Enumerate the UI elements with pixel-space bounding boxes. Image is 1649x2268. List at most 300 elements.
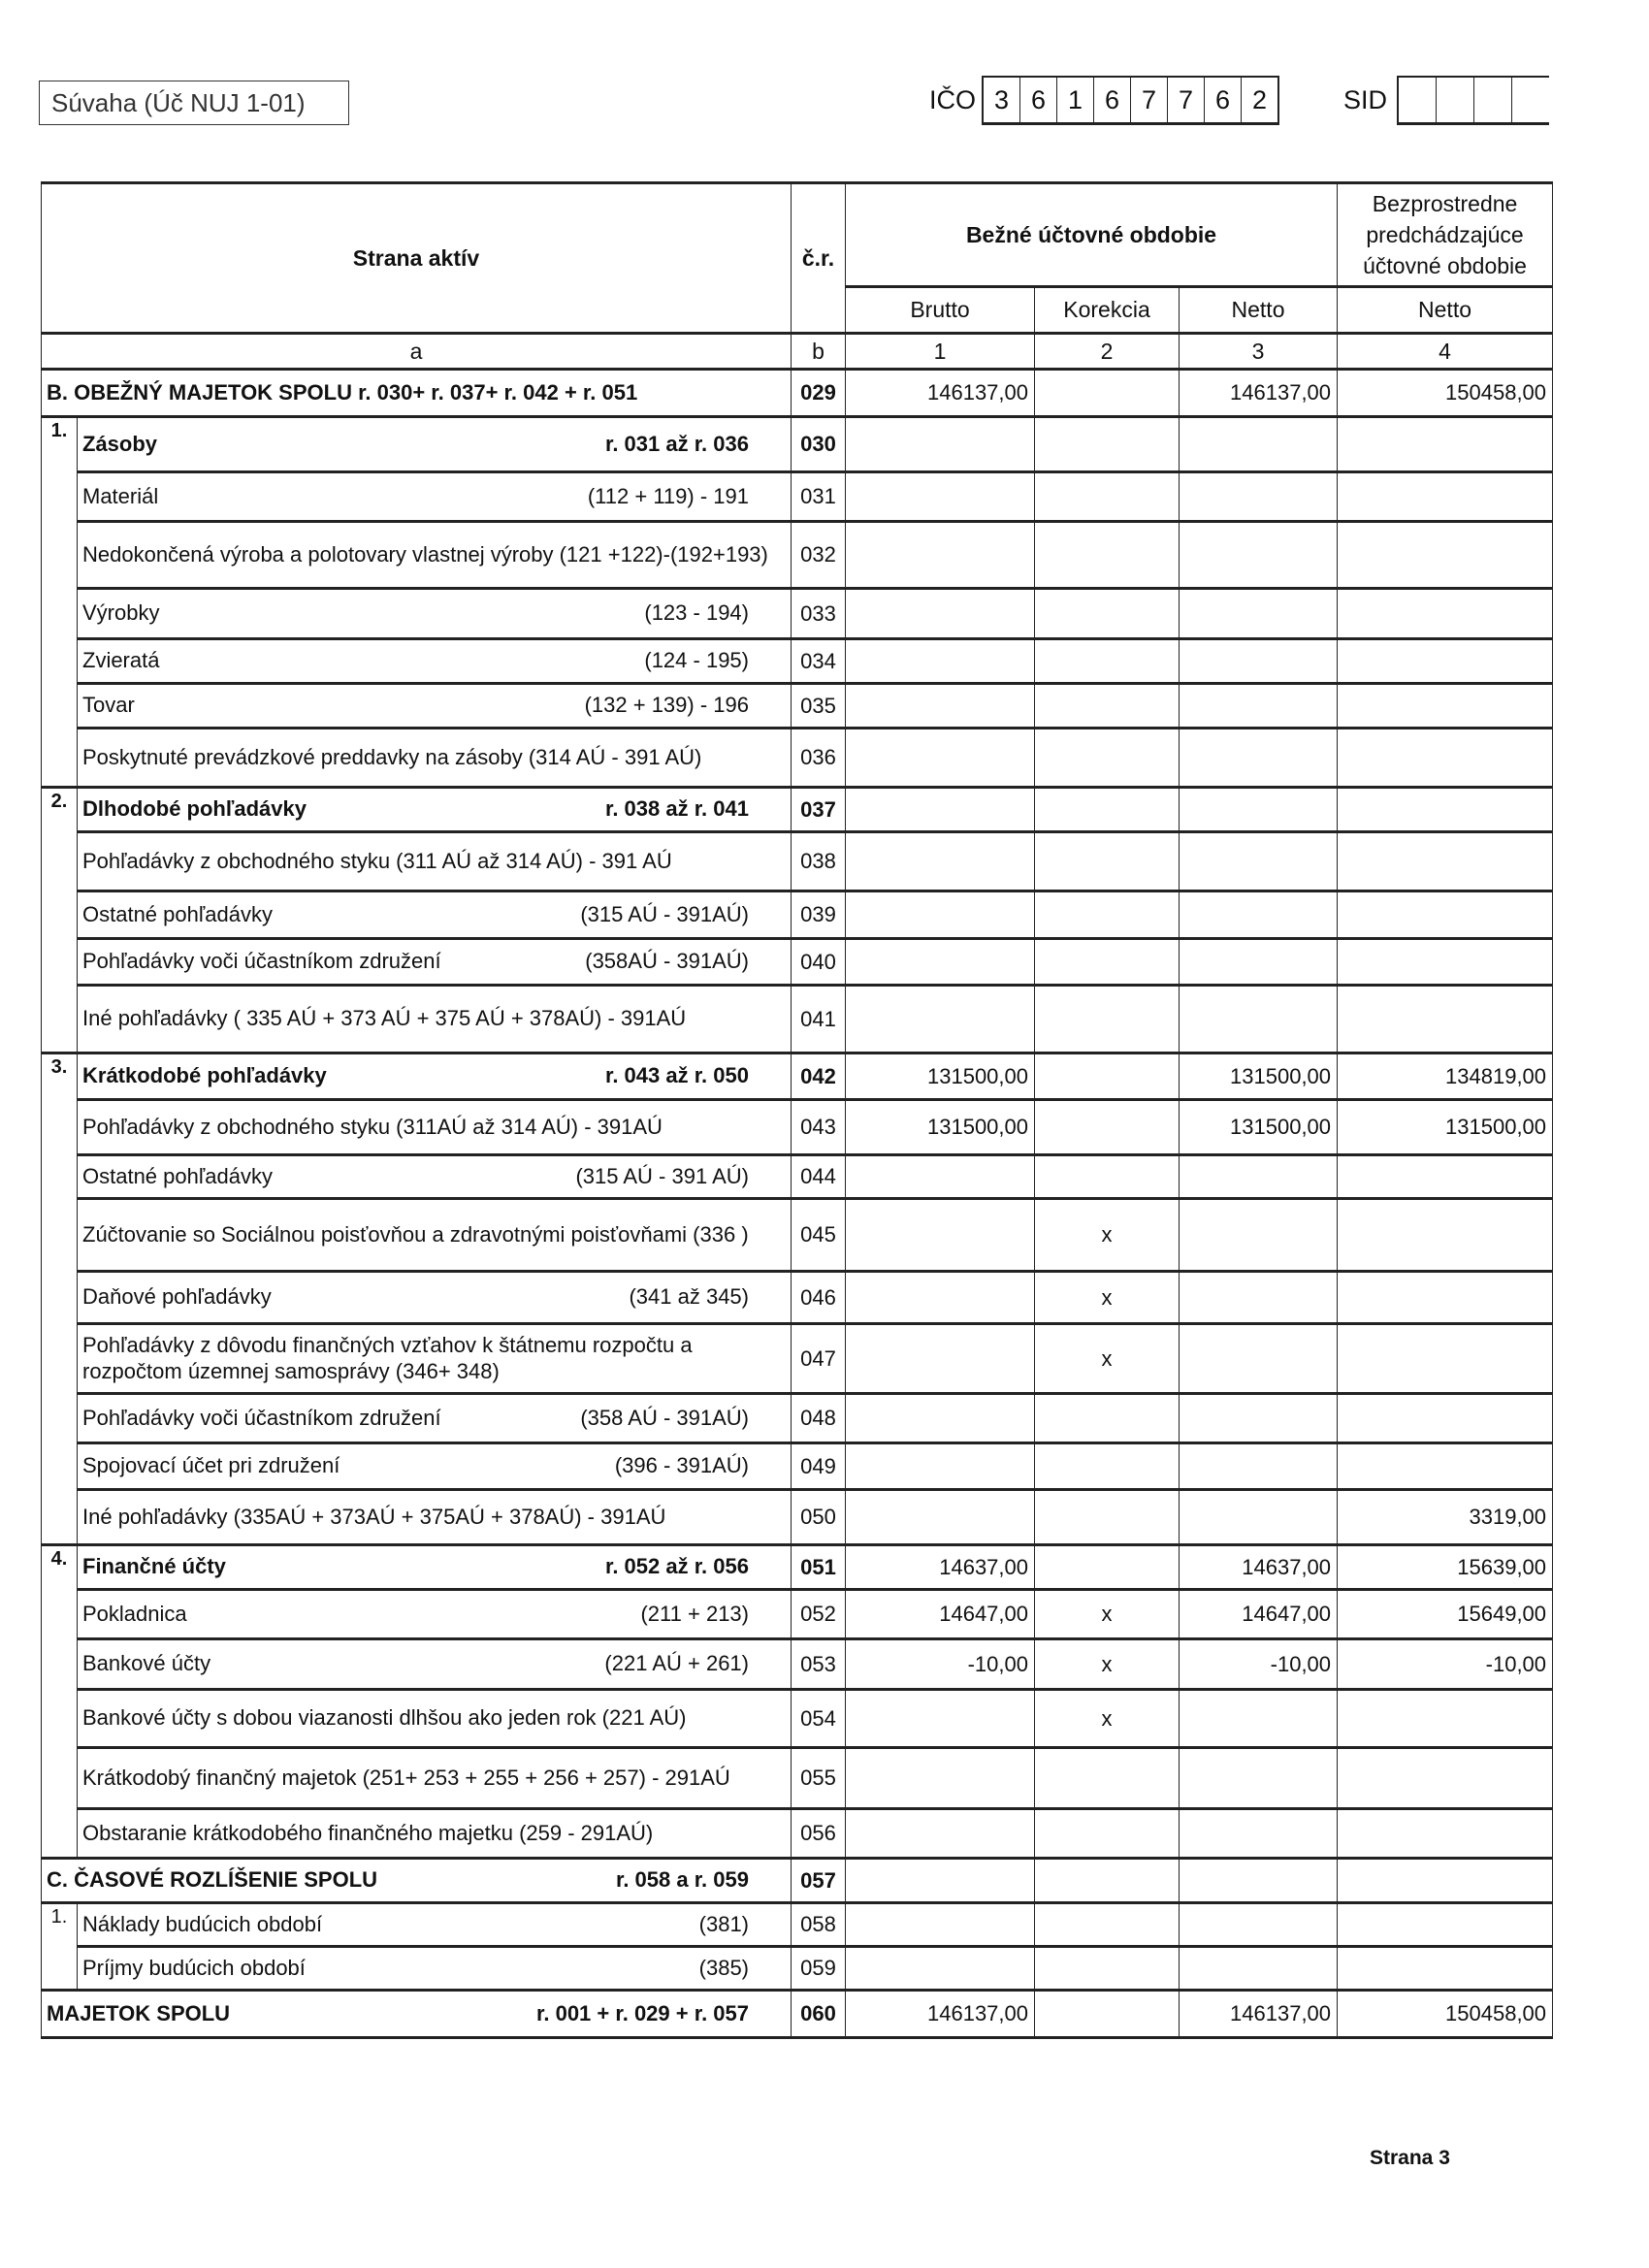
value-netto-prev (1338, 1859, 1553, 1903)
value-netto-prev (1338, 522, 1553, 589)
row-code: 029 (792, 370, 846, 417)
table-row (42, 1490, 1553, 1545)
value-brutto (846, 832, 1035, 891)
value-netto (1180, 472, 1338, 522)
value-netto: 14637,00 (1180, 1545, 1338, 1590)
row-formula: r. 001 + r. 029 + r. 057 (536, 2000, 749, 2025)
row-code: 057 (792, 1859, 846, 1903)
ico-digit: 6 (1205, 78, 1242, 122)
table-row (42, 1947, 1553, 1991)
value-korekcia (1035, 1100, 1180, 1155)
value-netto-prev: 15649,00 (1338, 1590, 1553, 1639)
row-label-cell (78, 1199, 792, 1272)
row-formula: r. 038 až r. 041 (604, 796, 749, 822)
value-korekcia (1035, 1394, 1180, 1443)
row-label: Poskytnuté prevádzkové preddavky na zásoby (314 AÚ - 391 AÚ) (82, 744, 702, 769)
row-label-cell (42, 1991, 792, 2038)
row-label-cell (78, 1490, 792, 1545)
row-label-cell (78, 788, 792, 832)
table-row (42, 370, 1553, 417)
value-brutto (846, 1394, 1035, 1443)
col-header-brutto: Brutto (846, 287, 1035, 334)
value-netto (1180, 1324, 1338, 1394)
table-row (42, 684, 1553, 729)
value-netto-prev (1338, 417, 1553, 472)
row-label-cell (78, 1324, 792, 1394)
row-formula: (385) (698, 1955, 749, 1980)
row-label-cell (42, 370, 792, 417)
value-netto (1180, 1272, 1338, 1324)
value-brutto (846, 1947, 1035, 1991)
value-netto (1180, 1859, 1338, 1903)
row-label-cell (78, 1155, 792, 1199)
row-code: 050 (792, 1490, 846, 1545)
value-netto (1180, 832, 1338, 891)
table-row (42, 1272, 1553, 1324)
row-code: 055 (792, 1748, 846, 1809)
row-label-cell (78, 589, 792, 639)
row-code: 031 (792, 472, 846, 522)
table-row (42, 1809, 1553, 1859)
row-label-cell (78, 1053, 792, 1100)
section-number: 4. (42, 1545, 78, 1859)
value-brutto (846, 891, 1035, 939)
row-label: C. ČASOVÉ ROZLÍŠENIE SPOLU (47, 1867, 378, 1893)
sid-field (1343, 76, 1549, 125)
value-netto (1180, 1690, 1338, 1748)
row-label-cell (78, 1394, 792, 1443)
value-brutto (846, 788, 1035, 832)
row-label: Náklady budúcich období (82, 1911, 323, 1936)
value-netto (1180, 1748, 1338, 1809)
value-korekcia (1035, 684, 1180, 729)
value-brutto (846, 1443, 1035, 1490)
value-netto-prev (1338, 1155, 1553, 1199)
value-netto-prev (1338, 1903, 1553, 1947)
page-number: Strana 3 (1370, 2147, 1450, 2169)
col-header-korekcia: Korekcia (1035, 287, 1180, 334)
row-code: 037 (792, 788, 846, 832)
col-header-side: Strana aktív (42, 183, 792, 334)
row-label-cell (78, 986, 792, 1053)
row-code: 045 (792, 1199, 846, 1272)
row-label-cell (78, 1639, 792, 1690)
sid-boxes (1397, 76, 1549, 125)
row-code: 041 (792, 986, 846, 1053)
row-label: Príjmy budúcich období (82, 1955, 306, 1980)
row-code: 054 (792, 1690, 846, 1748)
row-code: 059 (792, 1947, 846, 1991)
row-label-cell (78, 1100, 792, 1155)
row-label: Iné pohľadávky (335AÚ + 373AÚ + 375AÚ + 378AÚ) - 391AÚ (82, 1504, 666, 1529)
row-code: 032 (792, 522, 846, 589)
table-row (42, 1053, 1553, 1100)
value-netto: 146137,00 (1180, 370, 1338, 417)
row-label-cell (78, 1272, 792, 1324)
row-formula: (358AÚ - 391AÚ) (585, 949, 749, 974)
row-label-cell (78, 1748, 792, 1809)
row-label: Pokladnica (82, 1601, 187, 1626)
ico-digit: 6 (1094, 78, 1131, 122)
row-label-cell (78, 472, 792, 522)
value-netto (1180, 788, 1338, 832)
row-formula: (396 - 391AÚ) (614, 1453, 749, 1478)
value-brutto (846, 1859, 1035, 1903)
table-row (42, 522, 1553, 589)
col-index-3: 3 (1180, 334, 1338, 370)
row-label-cell (78, 1809, 792, 1859)
value-netto (1180, 1199, 1338, 1272)
value-korekcia (1035, 1053, 1180, 1100)
value-netto-prev (1338, 1272, 1553, 1324)
table-row (42, 639, 1553, 684)
value-netto-prev (1338, 589, 1553, 639)
value-brutto (846, 1324, 1035, 1394)
value-brutto (846, 729, 1035, 788)
value-netto-prev (1338, 639, 1553, 684)
value-netto (1180, 1490, 1338, 1545)
value-netto-prev (1338, 729, 1553, 788)
row-label: Zásoby (82, 431, 158, 456)
row-label-cell (78, 1947, 792, 1991)
row-label: Materiál (82, 483, 159, 508)
value-netto-prev (1338, 1394, 1553, 1443)
table-row (42, 1590, 1553, 1639)
ico-field (929, 76, 1279, 125)
ico-digit: 6 (1020, 78, 1057, 122)
table-row (42, 1639, 1553, 1690)
value-netto (1180, 939, 1338, 986)
row-formula: (132 + 139) - 196 (584, 693, 749, 718)
row-formula: (381) (698, 1911, 749, 1936)
table-row (42, 1748, 1553, 1809)
row-label-cell (78, 522, 792, 589)
table-row (42, 891, 1553, 939)
value-netto-prev (1338, 1199, 1553, 1272)
row-label-cell (78, 832, 792, 891)
row-formula: (123 - 194) (644, 600, 749, 626)
table-row (42, 1690, 1553, 1748)
row-label-cell (78, 417, 792, 472)
value-korekcia (1035, 1809, 1180, 1859)
row-formula: (221 AÚ + 261) (604, 1651, 749, 1676)
row-label: Krátkodobý finančný majetok (251+ 253 + 255 + 256 + 257) - 291AÚ (82, 1765, 730, 1790)
value-korekcia (1035, 1748, 1180, 1809)
row-label-cell (78, 1903, 792, 1947)
row-label: Pohľadávky z obchodného styku (311AÚ až 314 AÚ) - 391AÚ (82, 1114, 663, 1139)
value-brutto (846, 417, 1035, 472)
value-netto-prev: 3319,00 (1338, 1490, 1553, 1545)
value-netto-prev (1338, 788, 1553, 832)
value-netto (1180, 729, 1338, 788)
value-korekcia (1035, 1947, 1180, 1991)
row-code: 036 (792, 729, 846, 788)
row-code: 046 (792, 1272, 846, 1324)
value-korekcia (1035, 986, 1180, 1053)
table-row (42, 472, 1553, 522)
value-korekcia (1035, 1443, 1180, 1490)
value-netto (1180, 684, 1338, 729)
row-code: 048 (792, 1394, 846, 1443)
value-brutto (846, 522, 1035, 589)
row-formula: (315 AÚ - 391 AÚ) (575, 1163, 749, 1188)
col-header-netto-prev: Netto (1338, 287, 1553, 334)
row-label: Ostatné pohľadávky (82, 1163, 273, 1188)
row-label-cell (78, 1545, 792, 1590)
row-code: 039 (792, 891, 846, 939)
row-label: Finančné účty (82, 1554, 226, 1579)
col-header-netto: Netto (1180, 287, 1338, 334)
value-brutto: 146137,00 (846, 370, 1035, 417)
value-brutto: 146137,00 (846, 1991, 1035, 2038)
table-row (42, 986, 1553, 1053)
value-brutto (846, 639, 1035, 684)
value-brutto (846, 986, 1035, 1053)
row-label-cell (78, 1590, 792, 1639)
value-netto-prev: 134819,00 (1338, 1053, 1553, 1100)
value-brutto (846, 472, 1035, 522)
col-index-1: 1 (846, 334, 1035, 370)
value-korekcia (1035, 729, 1180, 788)
value-netto-prev (1338, 1690, 1553, 1748)
row-formula: r. 043 až r. 050 (604, 1063, 749, 1088)
value-netto-prev: 131500,00 (1338, 1100, 1553, 1155)
value-brutto (846, 1690, 1035, 1748)
row-label: Zvieratá (82, 648, 160, 673)
value-korekcia (1035, 522, 1180, 589)
row-code: 047 (792, 1324, 846, 1394)
value-netto-prev (1338, 986, 1553, 1053)
value-korekcia (1035, 1903, 1180, 1947)
row-code: 033 (792, 589, 846, 639)
col-header-previous: Bezprostredne predchádzajúce účtovné obdobie (1338, 183, 1553, 287)
value-brutto (846, 1199, 1035, 1272)
row-code: 034 (792, 639, 846, 684)
value-netto (1180, 1903, 1338, 1947)
value-netto (1180, 1155, 1338, 1199)
value-korekcia: x (1035, 1324, 1180, 1394)
value-brutto (846, 1903, 1035, 1947)
value-korekcia (1035, 1155, 1180, 1199)
value-netto (1180, 986, 1338, 1053)
row-label: Pohľadávky z dôvodu finančných vzťahov k štátnemu rozpočtu a rozpočtom územnej samosprávy (346+ 348) (82, 1333, 693, 1383)
value-brutto (846, 589, 1035, 639)
row-code: 038 (792, 832, 846, 891)
row-code: 060 (792, 1991, 846, 2038)
value-netto: 131500,00 (1180, 1053, 1338, 1100)
value-korekcia (1035, 939, 1180, 986)
value-korekcia (1035, 472, 1180, 522)
section-number: 2. (42, 788, 78, 1053)
value-netto-prev (1338, 1809, 1553, 1859)
value-brutto (846, 1748, 1035, 1809)
row-code: 056 (792, 1809, 846, 1859)
value-netto: 146137,00 (1180, 1991, 1338, 2038)
row-label: Spojovací účet pri združení (82, 1453, 340, 1478)
value-netto-prev (1338, 1443, 1553, 1490)
col-index-4: 4 (1338, 334, 1553, 370)
value-korekcia (1035, 589, 1180, 639)
table-row (42, 1199, 1553, 1272)
row-label: Dlhodobé pohľadávky (82, 796, 307, 822)
value-netto-prev (1338, 1324, 1553, 1394)
value-netto-prev: -10,00 (1338, 1639, 1553, 1690)
row-label-cell (78, 1690, 792, 1748)
row-label: MAJETOK SPOLU (47, 2000, 231, 2025)
value-brutto: 131500,00 (846, 1053, 1035, 1100)
value-netto (1180, 417, 1338, 472)
row-formula: (211 + 213) (640, 1601, 749, 1626)
row-label-cell (78, 729, 792, 788)
table-row (42, 1324, 1553, 1394)
value-netto-prev (1338, 891, 1553, 939)
value-korekcia: x (1035, 1590, 1180, 1639)
ico-digit: 1 (1057, 78, 1094, 122)
value-korekcia (1035, 788, 1180, 832)
row-code: 042 (792, 1053, 846, 1100)
row-label: Bankové účty s dobou viazanosti dlhšou ako jeden rok (221 AÚ) (82, 1705, 687, 1731)
form-title: Súvaha (Úč NUJ 1-01) (39, 81, 349, 125)
value-korekcia (1035, 1545, 1180, 1590)
row-code: 058 (792, 1903, 846, 1947)
row-code: 043 (792, 1100, 846, 1155)
row-code: 040 (792, 939, 846, 986)
table-row (42, 1100, 1553, 1155)
row-label-cell (78, 939, 792, 986)
value-brutto: 14637,00 (846, 1545, 1035, 1590)
col-index-b: b (792, 334, 846, 370)
col-header-cr: č.r. (792, 183, 846, 334)
row-formula: (112 + 119) - 191 (587, 483, 749, 508)
row-code: 049 (792, 1443, 846, 1490)
row-code: 051 (792, 1545, 846, 1590)
row-formula: r. 031 až r. 036 (604, 431, 749, 456)
row-formula: (358 AÚ - 391AÚ) (580, 1405, 749, 1430)
row-code: 053 (792, 1639, 846, 1690)
value-netto-prev (1338, 684, 1553, 729)
row-label: Výrobky (82, 600, 160, 626)
table-row (42, 1394, 1553, 1443)
row-label: Tovar (82, 693, 135, 718)
row-code: 035 (792, 684, 846, 729)
row-label: Obstaranie krátkodobého finančného majetku (259 - 291AÚ) (82, 1820, 654, 1845)
row-label: Bankové účty (82, 1651, 211, 1676)
value-netto-prev: 15639,00 (1338, 1545, 1553, 1590)
row-label: Daňové pohľadávky (82, 1284, 272, 1310)
ico-label: IČO (929, 85, 977, 114)
value-netto: -10,00 (1180, 1639, 1338, 1690)
value-brutto (846, 939, 1035, 986)
row-formula: r. 058 a r. 059 (615, 1867, 749, 1893)
row-code: 044 (792, 1155, 846, 1199)
value-netto-prev (1338, 1748, 1553, 1809)
row-label: Ostatné pohľadávky (82, 901, 273, 926)
table-row (42, 1991, 1553, 2038)
value-korekcia: x (1035, 1639, 1180, 1690)
value-korekcia (1035, 891, 1180, 939)
section-number: 1. (42, 1903, 78, 1991)
row-label: Pohľadávky voči účastníkom združení (82, 949, 441, 974)
table-row (42, 417, 1553, 472)
value-brutto (846, 1490, 1035, 1545)
row-label-cell (42, 1859, 792, 1903)
value-korekcia (1035, 417, 1180, 472)
value-netto (1180, 1809, 1338, 1859)
row-label: Krátkodobé pohľadávky (82, 1063, 327, 1088)
table-row (42, 939, 1553, 986)
value-brutto (846, 1809, 1035, 1859)
table-row (42, 788, 1553, 832)
ico-digit: 7 (1168, 78, 1205, 122)
col-index-a: a (42, 334, 792, 370)
row-label: Iné pohľadávky ( 335 AÚ + 373 AÚ + 375 AÚ + 378AÚ) - 391AÚ (82, 1006, 687, 1031)
table-row (42, 832, 1553, 891)
row-formula: (315 AÚ - 391AÚ) (580, 901, 749, 926)
value-brutto (846, 684, 1035, 729)
value-netto-prev (1338, 832, 1553, 891)
table-row (42, 1545, 1553, 1590)
row-code: 052 (792, 1590, 846, 1639)
row-label: Pohľadávky voči účastníkom združení (82, 1405, 441, 1430)
value-netto (1180, 1443, 1338, 1490)
value-korekcia (1035, 639, 1180, 684)
row-label-cell (78, 1443, 792, 1490)
value-brutto (846, 1272, 1035, 1324)
value-korekcia (1035, 1490, 1180, 1545)
row-label-cell (78, 639, 792, 684)
row-formula: r. 052 až r. 056 (604, 1554, 749, 1579)
value-korekcia: x (1035, 1272, 1180, 1324)
value-netto-prev: 150458,00 (1338, 1991, 1553, 2038)
col-index-2: 2 (1035, 334, 1180, 370)
section-number: 1. (42, 417, 78, 788)
row-label: Nedokončená výroba a polotovary vlastnej výroby (121 +122)-(192+193) (82, 541, 768, 567)
value-netto (1180, 522, 1338, 589)
value-netto-prev: 150458,00 (1338, 370, 1553, 417)
table-row (42, 1155, 1553, 1199)
value-korekcia (1035, 1991, 1180, 2038)
value-netto-prev (1338, 472, 1553, 522)
value-brutto (846, 1155, 1035, 1199)
value-korekcia (1035, 832, 1180, 891)
table-row (42, 729, 1553, 788)
value-netto (1180, 891, 1338, 939)
value-netto (1180, 1394, 1338, 1443)
table-row (42, 1903, 1553, 1947)
table-row (42, 1443, 1553, 1490)
value-netto: 14647,00 (1180, 1590, 1338, 1639)
value-netto-prev (1338, 939, 1553, 986)
row-label-cell (78, 891, 792, 939)
value-korekcia (1035, 1859, 1180, 1903)
row-label: B. OBEŽNÝ MAJETOK SPOLU r. 030+ r. 037+ r. 042 + r. 051 (47, 379, 638, 405)
value-netto-prev (1338, 1947, 1553, 1991)
value-korekcia: x (1035, 1199, 1180, 1272)
value-brutto: 131500,00 (846, 1100, 1035, 1155)
row-label-cell (78, 684, 792, 729)
value-netto (1180, 589, 1338, 639)
table-row (42, 589, 1553, 639)
ico-digit: 2 (1252, 84, 1268, 114)
value-netto (1180, 639, 1338, 684)
col-header-current: Bežné účtovné obdobie (846, 183, 1338, 287)
value-netto: 131500,00 (1180, 1100, 1338, 1155)
value-korekcia (1035, 370, 1180, 417)
value-netto (1180, 1947, 1338, 1991)
row-label: Zúčtovanie so Sociálnou poisťovňou a zdravotnými poisťovňami (336 ) (82, 1221, 749, 1247)
sid-label: SID (1343, 85, 1388, 114)
row-formula: (341 až 345) (629, 1284, 749, 1310)
